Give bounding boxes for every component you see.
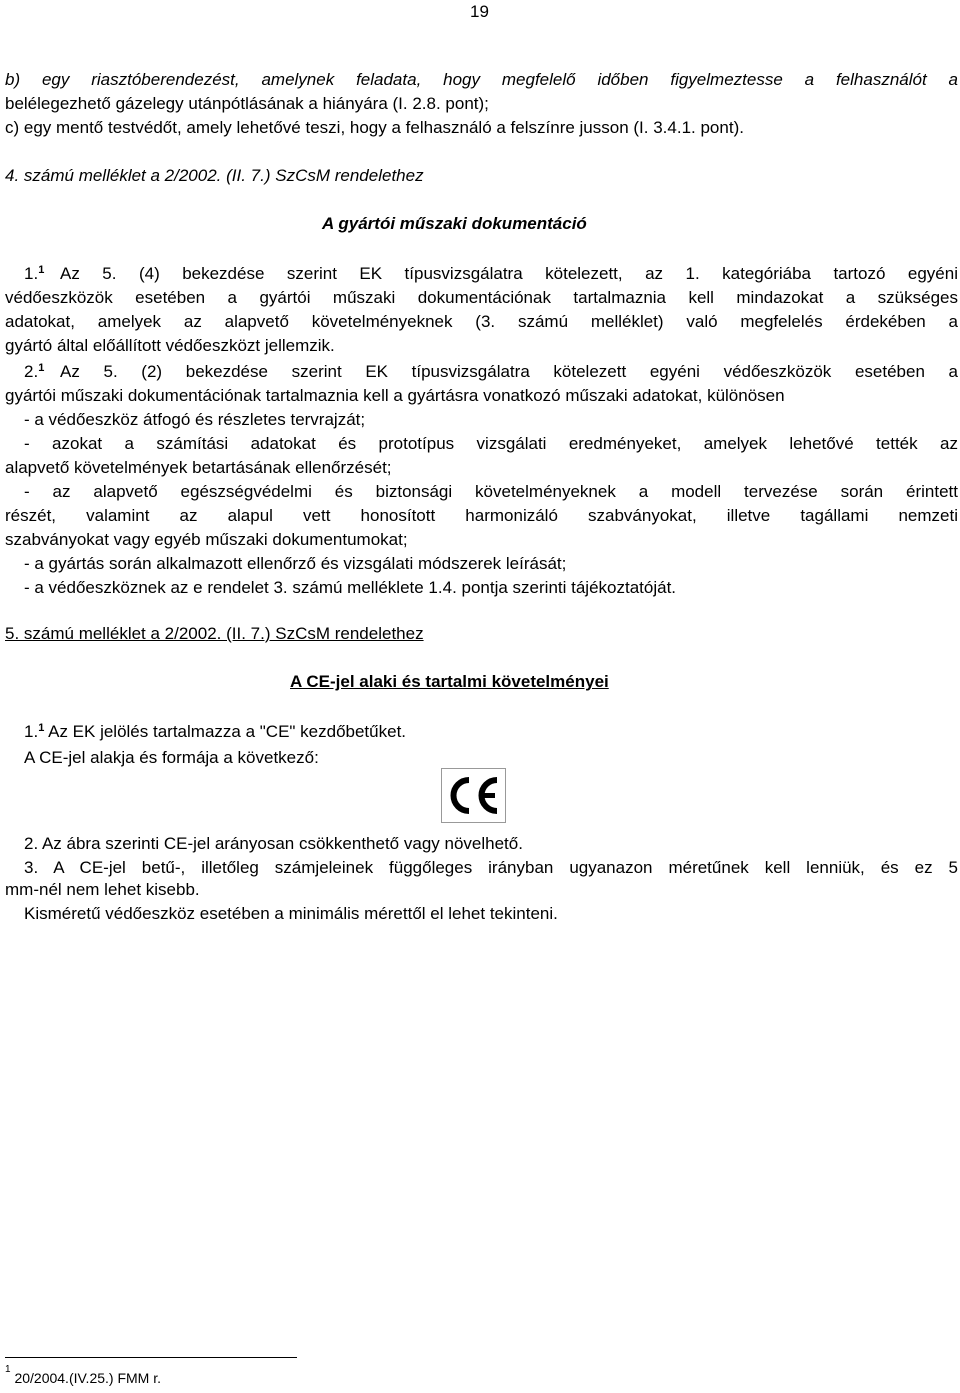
- annex4-p1-sup: 1: [38, 264, 45, 276]
- annex4-p1-line2: védőeszközök esetében a gyártói műszaki dokumentációnak tartalmaznia kell mindazokat a szükséges: [5, 288, 958, 307]
- ce-mark-image: [441, 768, 506, 823]
- annex4-p2-line1: Az 5. (2) bekezdése szerint EK típusvizsgálatra kötelezett egyéni védőeszközök esetében a: [60, 362, 958, 381]
- annex4-p2-line2: gyártói műszaki dokumentációnak tartalmaznia kell a gyártásra vonatkozó műszaki adatokat, különösen: [5, 386, 785, 405]
- footnote-text: 20/2004.(IV.25.) FMM r.: [14, 1370, 162, 1386]
- annex4-p2-line5: alapvető követelmények betartásának ellenőrzését;: [5, 458, 392, 477]
- annex5-p2: 2. Az ábra szerinti CE-jel arányosan csökkenthető vagy növelhető.: [24, 834, 523, 853]
- annex4-p2-line6: - az alapvető egészségvédelmi és biztonsági követelményeknek a modell tervezése során érintett: [24, 482, 958, 501]
- annex4-p2-line7: részét, valamint az alapul vett honosított harmonizáló szabványokat, illetve tagállami nemzeti: [5, 506, 958, 525]
- annex4-p2-sup: 1: [38, 362, 45, 374]
- annex5-p3-line3: Kisméretű védőeszköz esetében a minimális mérettől el lehet tekinteni.: [24, 904, 558, 923]
- annex4-heading: A gyártói műszaki dokumentáció: [322, 214, 587, 233]
- annex4-p2-line9: - a gyártás során alkalmazott ellenőrző és vizsgálati módszerek leírását;: [24, 554, 567, 573]
- annex5-p1-line1: [24, 722, 406, 742]
- annex4-p2-number: [24, 362, 44, 382]
- annex4-p2-line3: - a védőeszköz átfogó és részletes tervrajzát;: [24, 410, 366, 429]
- annex5-p1-num: 1.: [24, 722, 39, 741]
- annex4-p1-num: 1.: [24, 264, 39, 283]
- annex5-p3-line1: 3. A CE-jel betű-, illetőleg számjeleinek függőleges irányban ugyanazon méretűnek kell lenniük, és ez 5: [24, 858, 958, 877]
- annex4-p1-line3: adatokat, amelyek az alapvető követelményeknek (3. számú melléklet) való megfelelés érdekében a: [5, 312, 958, 331]
- annex4-p2-num: 2.: [24, 362, 39, 381]
- annex5-p3-line2: mm-nél nem lehet kisebb.: [5, 880, 200, 899]
- annex4-p2-line10: - a védőeszköznek az e rendelet 3. számú melléklete 1.4. pontja szerinti tájékoztatóját.: [24, 578, 677, 597]
- annex5-p1-line2: A CE-jel alakja és formája a következő:: [24, 748, 319, 767]
- annex4-p1-line1: Az 5. (4) bekezdése szerint EK típusvizsgálatra kötelezett, az 1. kategóriába tartozó egyéni: [60, 264, 958, 283]
- footnote-separator: [5, 1357, 297, 1358]
- page-number: 19: [470, 2, 489, 21]
- footnote: [5, 1364, 162, 1386]
- footnote-sup: 1: [5, 1364, 11, 1375]
- annex5-p1-sup: 1: [38, 722, 45, 734]
- annex4-p1-line4: gyártó által előállított védőeszközt jellemzik.: [5, 336, 335, 355]
- item-c-line: c) egy mentő testvédőt, amely lehetővé teszi, hogy a felhasználó a felszínre jusson (I. 3.4.1. pont).: [5, 118, 744, 137]
- annex5-heading: A CE-jel alaki és tartalmi követelményei: [290, 672, 609, 691]
- annex4-p2-line4: - azokat a számítási adatokat és prototípus vizsgálati eredményeket, amelyek lehetővé tették az: [24, 434, 958, 453]
- annex5-p1-text: Az EK jelölés tartalmazza a "CE" kezdőbetűket.: [48, 722, 407, 741]
- annex4-p2-line8: szabványokat vagy egyéb műszaki dokumentumokat;: [5, 530, 408, 549]
- annex4-title: 4. számú melléklet a 2/2002. (II. 7.) SzCsM rendelethez: [5, 166, 424, 185]
- annex5-title: 5. számú melléklet a 2/2002. (II. 7.) SzCsM rendelethez: [5, 624, 424, 643]
- item-b-line2: belélegezhető gázelegy utánpótlásának a hiányára (I. 2.8. pont);: [5, 94, 489, 113]
- annex4-p1-number: [24, 264, 44, 284]
- item-b-line1: b) egy riasztóberendezést, amelynek feladata, hogy megfelelő időben figyelmeztesse a felhasználót a: [5, 70, 958, 89]
